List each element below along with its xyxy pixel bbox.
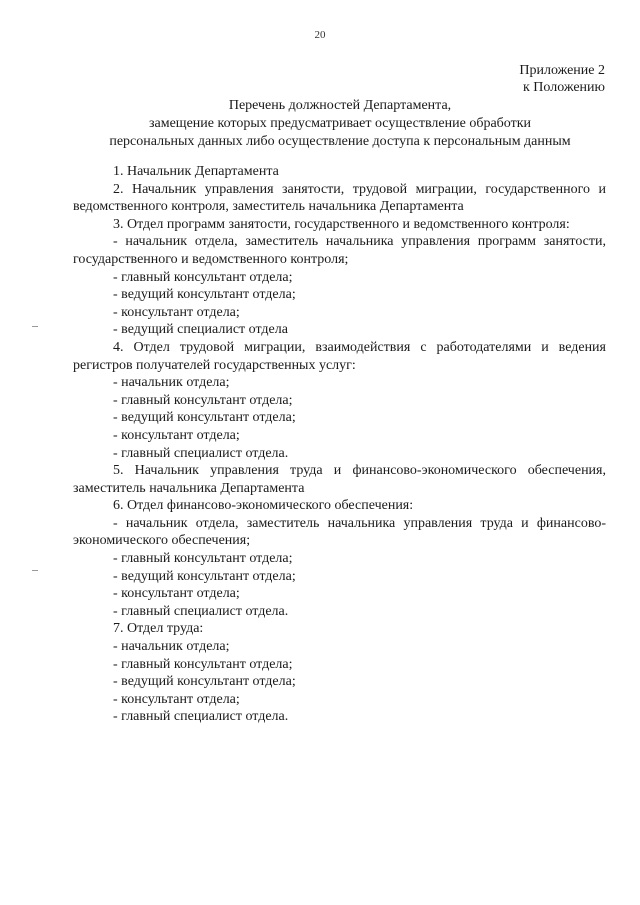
positions-list <box>73 163 606 726</box>
document-title <box>60 97 620 151</box>
list-item: - начальник отдела, заместитель начальника управления труда и финансово-экономического обеспечения; <box>73 515 606 549</box>
list-item: - главный консультант отдела; <box>113 269 293 285</box>
list-item: - главный консультант отдела; <box>113 392 293 408</box>
list-heading: 5. Начальник управления труда и финансово-экономического обеспечения, заместитель начальника Департамента <box>73 463 606 496</box>
list-item: - консультант отдела; <box>113 691 240 707</box>
list-heading: 6. Отдел финансово-экономического обеспечения: <box>113 498 414 514</box>
page-number: 20 <box>314 29 326 41</box>
list-item: - ведущий консультант отдела; <box>113 410 296 426</box>
list-item: - начальник отдела; <box>113 639 230 655</box>
margin-mark <box>32 570 38 571</box>
list-item: - консультант отдела; <box>113 427 240 443</box>
list-heading: 3. Отдел программ занятости, государственного и ведомственного контроля: <box>113 216 570 232</box>
appendix-reference: к Положению <box>522 80 605 95</box>
list-item: - ведущий консультант отдела; <box>113 674 296 690</box>
list-item: - начальник отдела; <box>113 375 230 391</box>
appendix-title: Приложение 2 <box>519 63 605 78</box>
list-item: - главный специалист отдела. <box>113 709 289 725</box>
title-line-1: Перечень должностей Департамента, <box>228 98 452 113</box>
list-item: - консультант отдела; <box>113 304 240 320</box>
list-heading: 7. Отдел труда: <box>113 621 204 637</box>
list-item: - консультант отдела; <box>113 586 240 602</box>
appendix-block <box>519 62 605 96</box>
list-item: - главный специалист отдела. <box>113 603 289 619</box>
list-item: - ведущий специалист отдела <box>113 322 288 338</box>
list-item: - главный специалист отдела. <box>113 445 289 461</box>
list-item: - главный консультант отдела; <box>113 551 293 567</box>
list-item: - начальник отдела, заместитель начальника управления программ занятости, государственного и ведомственного контроля; <box>73 234 606 267</box>
title-line-3: персональных данных либо осуществление доступа к персональным данным <box>109 134 571 149</box>
margin-mark <box>32 326 38 327</box>
list-item: - главный консультант отдела; <box>113 656 293 672</box>
list-heading: 1. Начальник Департамента <box>113 164 279 179</box>
list-heading: 2. Начальник управления занятости, трудовой миграции, государственного и ведомственного контроля, заместитель начальника Департамента <box>73 181 606 215</box>
title-line-2: замещение которых предусматривает осуществление обработки <box>148 116 532 131</box>
list-heading: 4. Отдел трудовой миграции, взаимодействия с работодателями и ведения регистров получателей государственных услуг: <box>73 339 606 373</box>
list-item: - ведущий консультант отдела; <box>113 287 296 303</box>
list-item: - ведущий консультант отдела; <box>113 568 296 584</box>
